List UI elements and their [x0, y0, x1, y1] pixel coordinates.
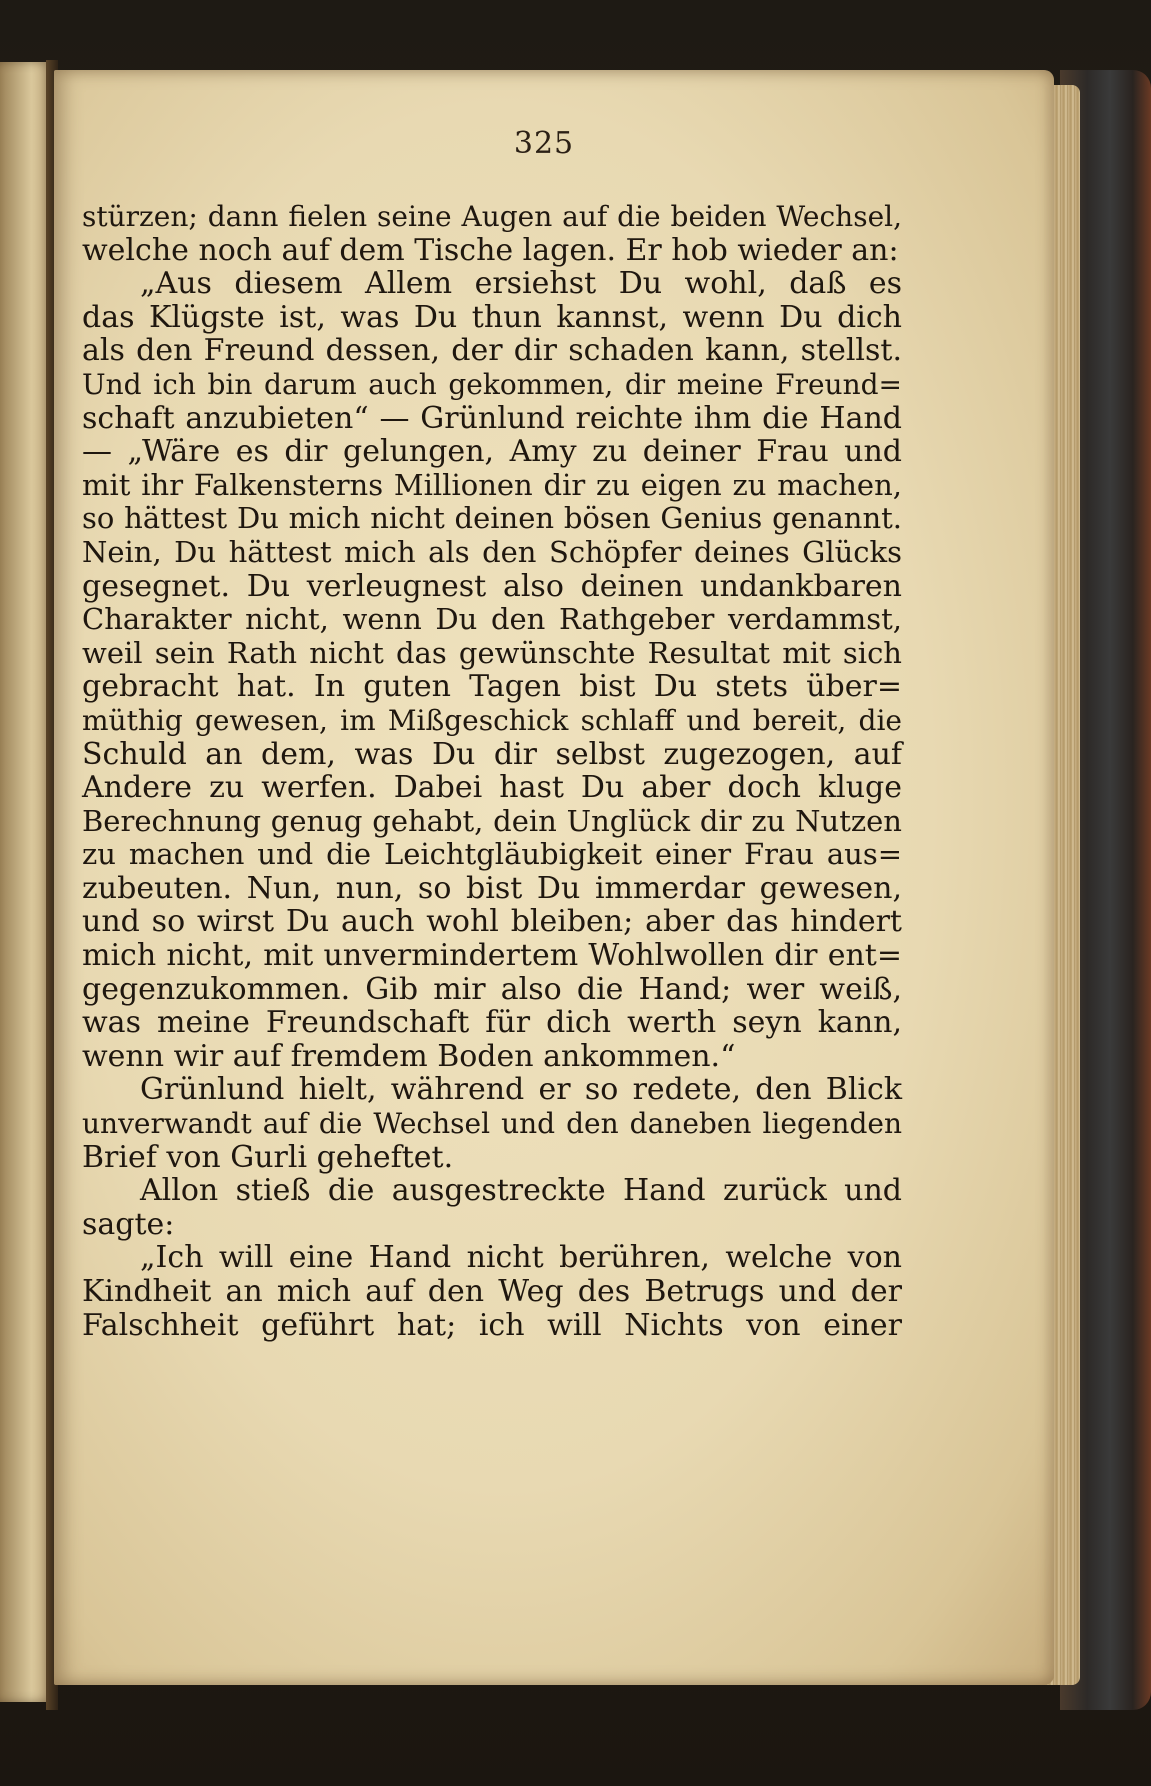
- text-line: so hättest Du mich nicht deinen bösen Genius genannt.: [82, 501, 902, 536]
- left-page-edge: [0, 62, 52, 1702]
- text-line: welche noch auf dem Tische lagen. Er hob wieder an:: [82, 232, 899, 268]
- text-line: Nein, Du hättest mich als den Schöpfer deines Glücks: [82, 534, 902, 569]
- text-line: gesegnet. Du verleugnest also deinen undankbaren: [82, 568, 902, 604]
- text-line: Andere zu werfen. Dabei hast Du aber doch kluge: [82, 770, 902, 806]
- text-line: und so wirst Du auch wohl bleiben; aber das hindert: [82, 904, 902, 940]
- text-line: mich nicht, mit unvermindertem Wohlwollen dir ent=: [82, 938, 902, 974]
- text-line: Brief von Gurli geheftet.: [82, 1139, 454, 1175]
- text-line: schaft anzubieten“ — Grünlund reichte ihm die Hand: [82, 400, 902, 436]
- text-line: Allon stieß die ausgestreckte Hand zurück und: [140, 1173, 902, 1209]
- text-line: müthig gewesen, im Mißgeschick schlaff und bereit, die: [82, 703, 902, 737]
- text-line: „Aus diesem Allem ersiehst Du wohl, daß es: [140, 266, 902, 302]
- text-line: wenn wir auf fremdem Boden ankommen.“: [82, 1038, 736, 1074]
- page-text: [82, 200, 902, 1342]
- text-line: Charakter nicht, wenn Du den Rathgeber verdammst,: [82, 602, 902, 637]
- text-line: Schuld an dem, was Du dir selbst zugezogen, auf: [82, 736, 902, 772]
- text-line: Grünlund hielt, während er so redete, den Blick: [140, 1072, 902, 1108]
- text-line: mit ihr Falkensterns Millionen dir zu eigen zu machen,: [82, 467, 902, 502]
- text-line: weil sein Rath nicht das gewünschte Resultat mit sich: [82, 635, 902, 670]
- text-line: Falschheit geführt hat; ich will Nichts von einer: [82, 1307, 902, 1343]
- text-line: was meine Freundschaft für dich werth seyn kann,: [82, 1005, 902, 1041]
- text-line: Kindheit an mich auf den Weg des Betrugs und der: [82, 1274, 902, 1309]
- text-line: unverwandt auf die Wechsel und den daneben liegenden: [82, 1107, 902, 1141]
- book-page: [54, 70, 1054, 1685]
- text-line: sagte:: [82, 1206, 175, 1242]
- text-line: das Klügste ist, was Du thun kannst, wenn Du dich: [82, 299, 902, 335]
- text-line: Und ich bin darum auch gekommen, dir meine Freund=: [82, 367, 902, 401]
- text-line: gegenzukommen. Gib mir also die Hand; wer weiß,: [82, 971, 902, 1007]
- text-line: — „Wäre es dir gelungen, Amy zu deiner Frau und: [82, 434, 902, 470]
- text-line: zubeuten. Nun, nun, so bist Du immerdar gewesen,: [82, 870, 902, 906]
- text-line: als den Freund dessen, der dir schaden kann, stellst.: [82, 333, 902, 369]
- text-line: gebracht hat. In guten Tagen bist Du stets über=: [82, 669, 902, 705]
- text-line: Berechnung genug gehabt, dein Unglück dir zu Nutzen: [82, 803, 902, 838]
- text-line: zu machen und die Leichtgläubigkeit einer Frau aus=: [82, 837, 902, 872]
- text-line: stürzen; dann fielen seine Augen auf die beiden Wechsel,: [82, 200, 902, 233]
- page-number: 325: [513, 126, 575, 161]
- text-line: „Ich will eine Hand nicht berühren, welche von: [140, 1240, 902, 1276]
